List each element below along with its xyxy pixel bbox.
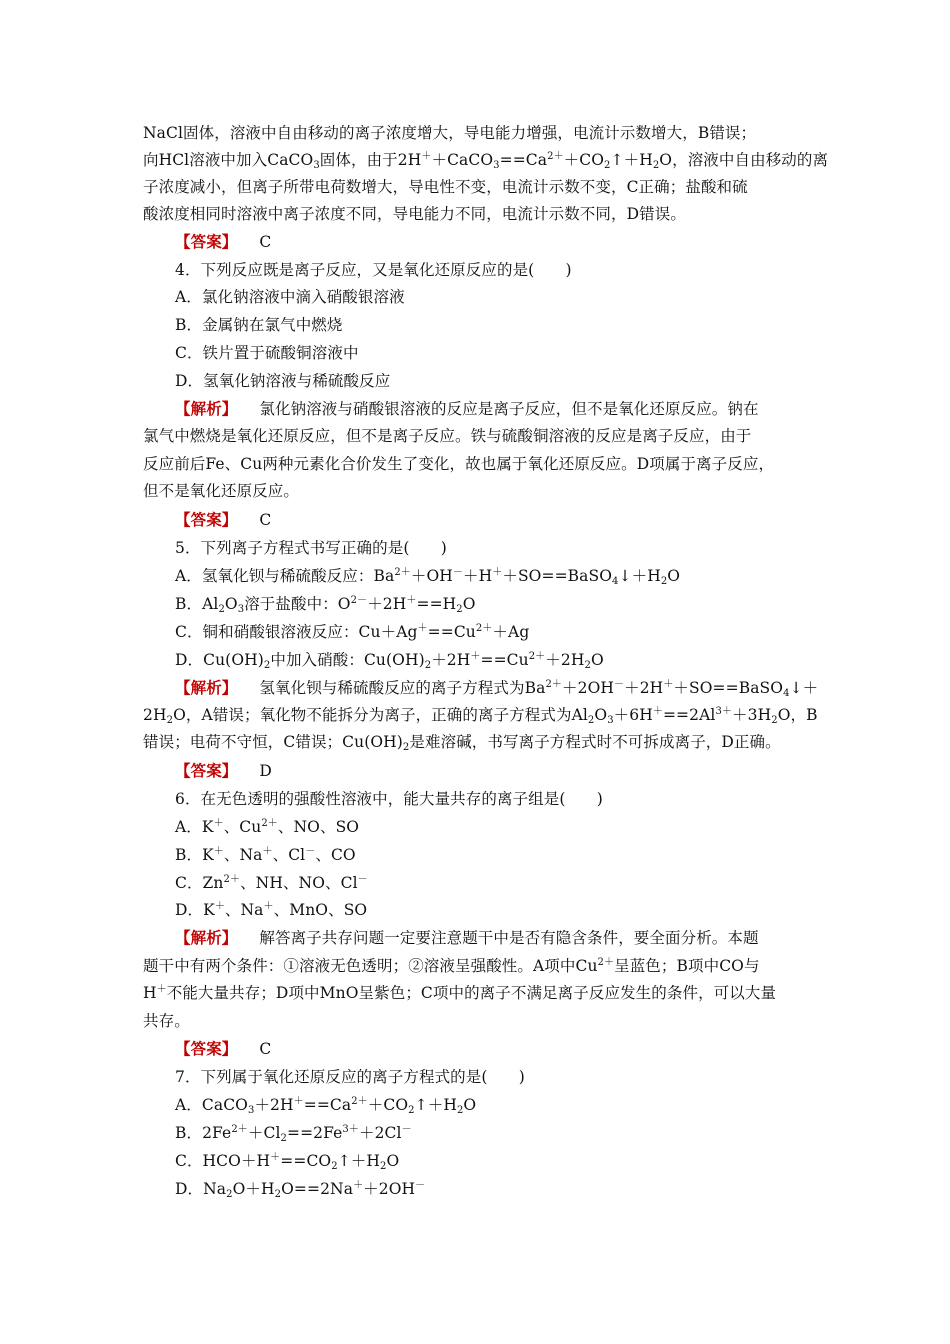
option-a: A．氢氧化钡与稀硫酸反应：$Ba^{2+}+OH^-+H^++SO==BaSO_4↓+H_2O$ bbox=[175, 567, 681, 587]
option-b: B．K＋、Na＋、Cl－、CO bbox=[175, 846, 356, 864]
text-line: H＋不能大量共存；D项中MnO呈紫色；C项中的离子不满足离子反应发生的条件，可以大量 bbox=[143, 984, 777, 1002]
answer-line: 【答案】 C bbox=[175, 1039, 272, 1058]
answer-line: 【答案】 C bbox=[175, 232, 272, 251]
text-line: 共存。 bbox=[143, 1012, 190, 1030]
option-b: B．$2Fe^{2+}+Cl_2==2Fe^{3+}+2Cl^-$ bbox=[175, 1124, 412, 1144]
analysis-tag: 【解析】 bbox=[175, 678, 238, 697]
analysis-line: 【解析】 解答离子共存问题一定要注意题干中是否有隐含条件，要全面分析。本题 bbox=[175, 928, 759, 947]
option-d: D．$Cu(OH)_2$中加入硝酸：$Cu(OH)_2+2H^+==Cu^{2+}+2H_2O$ bbox=[175, 651, 604, 671]
analysis-line: 【解析】 氢氧化钡与稀硫酸反应的离子方程式为$Ba^{2+}+2OH^-+2H^++SO==BaSO_4↓+$ bbox=[175, 678, 819, 699]
answer-tag: 【答案】 bbox=[175, 761, 238, 780]
option-a: A．$CaCO_3+2H^+==Ca^{2+}+CO_2↑+H_2O$ bbox=[175, 1096, 477, 1116]
analysis-tag: 【解析】 bbox=[175, 399, 238, 418]
question-5-stem: 5．下列离子方程式书写正确的是( ) bbox=[175, 539, 447, 557]
option-d: D．K＋、Na＋、MnO、SO bbox=[175, 901, 368, 919]
text-line: 题干中有两个条件：①溶液无色透明；②溶液呈强酸性。A项中$Cu^{2+}$呈蓝色；B项中CO与 bbox=[143, 957, 760, 975]
analysis-line: 【解析】 氯化钠溶液与硝酸银溶液的反应是离子反应，但不是氧化还原反应。钠在 bbox=[175, 399, 759, 418]
option-c: C．$HCO+H^+==CO_2↑+H_2O$ bbox=[175, 1152, 400, 1172]
option-b: B．金属钠在氯气中燃烧 bbox=[175, 316, 343, 334]
question-7-stem: 7．下列属于氧化还原反应的离子方程式的是( ) bbox=[175, 1068, 525, 1086]
answer-line: 【答案】 D bbox=[175, 761, 272, 780]
option-c: C．$Zn^{2+}$、NH、NO、Cl－ bbox=[175, 874, 368, 892]
question-6-stem: 6．在无色透明的强酸性溶液中，能大量共存的离子组是( ) bbox=[175, 790, 603, 808]
text-line: $2H_2O$，A错误；氧化物不能拆分为离子，正确的离子方程式为$Al_2O_3+6H^+==2Al^{3+}+3H_2O$，B bbox=[143, 706, 818, 726]
option-c: C．铁片置于硫酸铜溶液中 bbox=[175, 344, 359, 362]
answer-tag: 【答案】 bbox=[175, 232, 238, 251]
option-d: D．$Na_2O+H_2O==2Na^++2OH^-$ bbox=[175, 1180, 426, 1200]
option-a: A．氯化钠溶液中滴入硝酸银溶液 bbox=[175, 288, 405, 306]
text-line: 酸浓度相同时溶液中离子浓度不同，导电能力不同，电流计示数不同，D错误。 bbox=[143, 205, 686, 223]
text-line: 氯气中燃烧是氧化还原反应，但不是离子反应。铁与硫酸铜溶液的反应是离子反应，由于 bbox=[143, 427, 752, 445]
option-d: D．氢氧化钠溶液与稀硫酸反应 bbox=[175, 372, 391, 390]
text-line: 但不是氧化还原反应。 bbox=[143, 482, 300, 500]
option-c: C．铜和硝酸银溶液反应：$Cu+Ag^+==Cu^{2+}+Ag$ bbox=[175, 623, 530, 641]
answer-line: 【答案】 C bbox=[175, 510, 272, 529]
text-line: 错误；电荷不守恒，C错误；$Cu(OH)_2$是难溶碱，书写离子方程式时不可拆成离子，D正确。 bbox=[143, 733, 781, 753]
option-a: A．K＋、$Cu^{2+}$、NO、SO bbox=[175, 818, 360, 836]
option-b: B．$Al_2O_3$溶于盐酸中：$O^{2-}+2H^+==H_2O$ bbox=[175, 595, 476, 615]
text-line: 向HCl溶液中加入CaCO$_3$固体，由于$2H^++CaCO_3==Ca^{2+}+CO_2↑+H_2O$，溶液中自由移动的离 bbox=[143, 151, 829, 171]
analysis-tag: 【解析】 bbox=[175, 928, 238, 947]
answer-tag: 【答案】 bbox=[175, 1039, 238, 1058]
text-line: 反应前后Fe、Cu两种元素化合价发生了变化，故也属于氧化还原反应。D项属于离子反应， bbox=[143, 455, 775, 473]
answer-tag: 【答案】 bbox=[175, 510, 238, 529]
text-line: NaCl固体，溶液中自由移动的离子浓度增大，导电能力增强，电流计示数增大，B错误； bbox=[143, 124, 757, 142]
text-line: 子浓度减小，但离子所带电荷数增大，导电性不变，电流计示数不变，C正确；盐酸和硫 bbox=[143, 178, 748, 196]
question-4-stem: 4．下列反应既是离子反应，又是氧化还原反应的是( ) bbox=[175, 261, 572, 279]
